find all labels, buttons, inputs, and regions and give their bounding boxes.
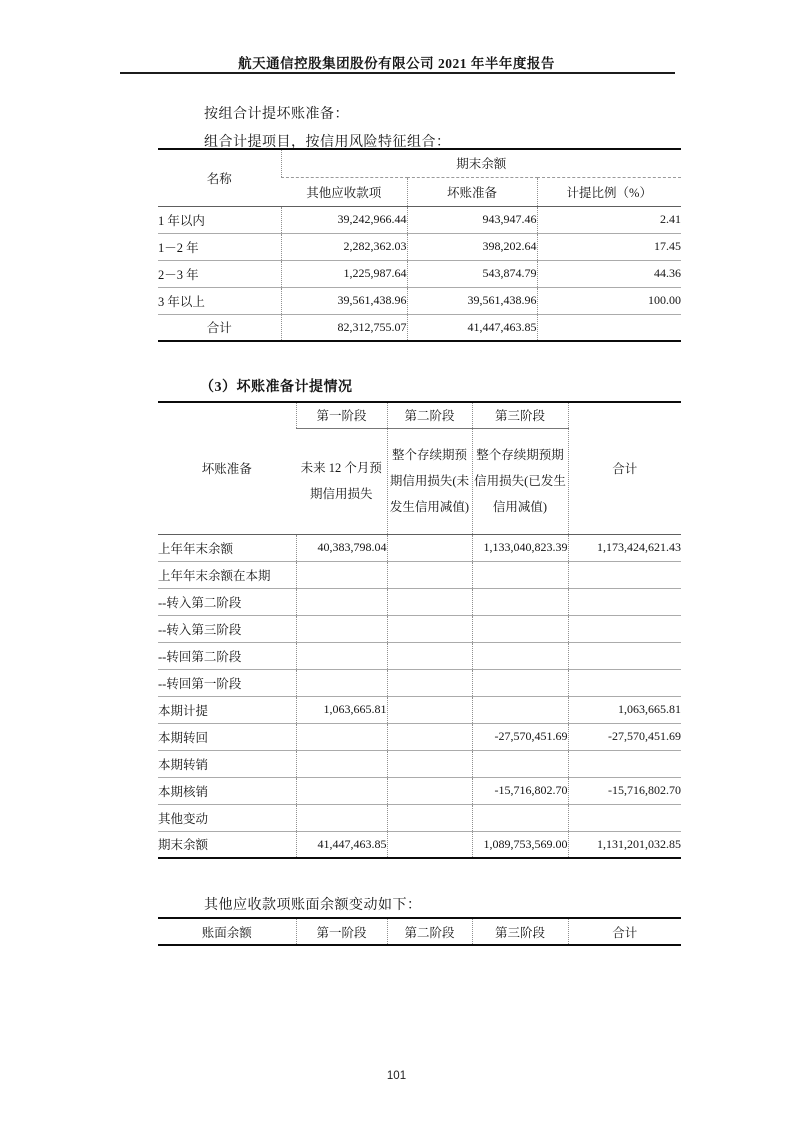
table-cell bbox=[568, 804, 681, 831]
row-label-cell: --转回第二阶段 bbox=[158, 642, 296, 669]
table-cell: 100.00 bbox=[537, 287, 681, 314]
column-header-period-end-balance: 期末余额 bbox=[281, 149, 681, 177]
row-label-cell: --转入第三阶段 bbox=[158, 615, 296, 642]
table-cell: 943,947.46 bbox=[407, 206, 537, 233]
table-cell bbox=[296, 750, 387, 777]
table-cell bbox=[472, 750, 568, 777]
table-cell bbox=[387, 777, 472, 804]
column-header-total: 合计 bbox=[568, 918, 681, 945]
table-cell bbox=[387, 561, 472, 588]
table-cell bbox=[296, 615, 387, 642]
table-cell bbox=[387, 696, 472, 723]
table-cell: 2,282,362.03 bbox=[281, 233, 407, 260]
table-cell bbox=[296, 669, 387, 696]
table-cell: 1,225,987.64 bbox=[281, 260, 407, 287]
table-cell bbox=[387, 804, 472, 831]
row-label-cell: 3 年以上 bbox=[158, 287, 281, 314]
column-header-stage3: 第三阶段 bbox=[472, 402, 568, 428]
table-cell: 1,131,201,032.85 bbox=[568, 831, 681, 858]
table-row bbox=[158, 750, 681, 777]
column-header-total: 合计 bbox=[568, 402, 681, 534]
column-header-lifetime-ecl-no-impairment: 整个存续期预期信用损失(未发生信用减值) bbox=[387, 428, 472, 534]
column-header-provision-ratio: 计提比例（%） bbox=[537, 177, 681, 206]
row-label-cell: 上年年末余额 bbox=[158, 541, 234, 556]
row-label-cell: 本期转销 bbox=[158, 750, 296, 777]
row-label-cell: 上年年末余额在本期 bbox=[158, 561, 296, 588]
table-cell bbox=[296, 723, 387, 750]
row-label-cell: 1－2 年 bbox=[158, 233, 281, 260]
row-label-cell: 期末余额 bbox=[158, 831, 296, 858]
column-header-name: 名称 bbox=[158, 149, 281, 206]
table-cell bbox=[296, 588, 387, 615]
table-cell: 1,063,665.81 bbox=[568, 696, 681, 723]
table-cell: 40,383,798.04 bbox=[296, 534, 387, 561]
column-header-bad-debt-provision: 坏账准备 bbox=[407, 177, 537, 206]
table-cell bbox=[472, 615, 568, 642]
table-cell bbox=[568, 669, 681, 696]
column-header-stage1: 第一阶段 bbox=[296, 402, 387, 428]
table-cell: 39,561,438.96 bbox=[407, 287, 537, 314]
table-cell bbox=[387, 750, 472, 777]
table-row bbox=[158, 402, 681, 428]
table-cell bbox=[568, 561, 681, 588]
table-cell bbox=[387, 831, 472, 858]
table-cell bbox=[568, 588, 681, 615]
row-label-cell: 其他变动 bbox=[158, 804, 296, 831]
table-cell bbox=[296, 561, 387, 588]
column-header-stage3: 第三阶段 bbox=[472, 918, 568, 945]
column-header-lifetime-ecl-impaired: 整个存续期预期信用损失(已发生信用减值) bbox=[472, 428, 568, 534]
row-label-cell: --转回第一阶段 bbox=[158, 669, 296, 696]
balance-stage-table bbox=[158, 917, 681, 946]
table-cell bbox=[296, 777, 387, 804]
column-header-bad-debt-provision: 坏账准备 bbox=[158, 402, 296, 534]
table-row bbox=[158, 149, 681, 177]
table-cell bbox=[472, 804, 568, 831]
table-cell bbox=[387, 669, 472, 696]
table-row bbox=[158, 918, 681, 945]
row-label-cell: 本期计提 bbox=[158, 696, 296, 723]
table-cell bbox=[387, 642, 472, 669]
table-row bbox=[158, 287, 681, 314]
table-cell bbox=[296, 642, 387, 669]
table-cell bbox=[296, 804, 387, 831]
para-balance-change: 其他应收款项账面余额变动如下： bbox=[204, 898, 422, 913]
column-header-stage1: 第一阶段 bbox=[296, 918, 387, 945]
table-cell: 41,447,463.85 bbox=[296, 831, 387, 858]
table-cell: 41,447,463.85 bbox=[407, 314, 537, 341]
table-row bbox=[158, 561, 681, 588]
table-cell bbox=[472, 588, 568, 615]
table-row bbox=[158, 696, 681, 723]
table-row bbox=[158, 534, 681, 561]
table-cell bbox=[472, 642, 568, 669]
header-rule bbox=[120, 72, 675, 74]
doc-title: 航天通信控股集团股份有限公司 2021 年半年度报告 bbox=[238, 56, 555, 71]
table-cell bbox=[537, 314, 681, 341]
table-row bbox=[158, 804, 681, 831]
table-cell: 1,089,753,569.00 bbox=[472, 831, 568, 858]
column-header-12m-ecl: 未来 12 个月预期信用损失 bbox=[296, 428, 387, 534]
column-header-book-balance: 账面余额 bbox=[201, 925, 252, 940]
table-cell bbox=[387, 534, 472, 561]
column-header-other-receivables: 其他应收款项 bbox=[281, 177, 407, 206]
table-cell: 17.45 bbox=[537, 233, 681, 260]
table-cell: 44.36 bbox=[537, 260, 681, 287]
table-cell: -27,570,451.69 bbox=[472, 723, 568, 750]
table-cell: 398,202.64 bbox=[407, 233, 537, 260]
row-label-cell: --转入第二阶段 bbox=[158, 588, 296, 615]
table-cell: -15,716,802.70 bbox=[568, 777, 681, 804]
row-label-cell: 本期转回 bbox=[158, 723, 296, 750]
table-cell: 2.41 bbox=[537, 206, 681, 233]
row-label-cell: 1 年以内 bbox=[158, 213, 205, 228]
section-3-heading: （3）坏账准备计提情况 bbox=[200, 380, 353, 395]
table-cell bbox=[568, 642, 681, 669]
table-cell bbox=[568, 750, 681, 777]
table-row bbox=[158, 777, 681, 804]
table-cell bbox=[387, 723, 472, 750]
table-cell bbox=[568, 615, 681, 642]
table-cell: 39,561,438.96 bbox=[281, 287, 407, 314]
table-row bbox=[158, 642, 681, 669]
table-cell: -27,570,451.69 bbox=[568, 723, 681, 750]
row-label-cell: 2－3 年 bbox=[158, 260, 281, 287]
table-row bbox=[158, 206, 681, 233]
table-row bbox=[158, 588, 681, 615]
row-label-cell: 本期核销 bbox=[158, 777, 296, 804]
table-cell: 82,312,755.07 bbox=[281, 314, 407, 341]
table-row bbox=[158, 615, 681, 642]
table-cell: -15,716,802.70 bbox=[472, 777, 568, 804]
table-row bbox=[158, 723, 681, 750]
table-cell bbox=[472, 561, 568, 588]
table-cell bbox=[387, 615, 472, 642]
table-cell bbox=[472, 669, 568, 696]
table-row bbox=[158, 831, 681, 858]
aging-table bbox=[158, 148, 681, 342]
table-cell: 1,133,040,823.39 bbox=[472, 534, 568, 561]
table-cell: 1,063,665.81 bbox=[296, 696, 387, 723]
table-row bbox=[158, 233, 681, 260]
column-header-stage2: 第二阶段 bbox=[387, 918, 472, 945]
column-header-stage2: 第二阶段 bbox=[387, 402, 472, 428]
table-row-total bbox=[158, 314, 681, 341]
table-cell: 1,173,424,621.43 bbox=[568, 534, 681, 561]
table-cell bbox=[387, 588, 472, 615]
row-label-cell: 合计 bbox=[158, 314, 281, 341]
provision-stage-table bbox=[158, 401, 681, 859]
para-group-provision: 按组合计提坏账准备： bbox=[204, 107, 349, 122]
para-portfolio: 组合计提项目，按信用风险特征组合： bbox=[204, 135, 451, 150]
table-row bbox=[158, 260, 681, 287]
table-row bbox=[158, 669, 681, 696]
table-cell bbox=[472, 696, 568, 723]
table-cell: 39,242,966.44 bbox=[281, 206, 407, 233]
page-number: 101 bbox=[386, 1070, 407, 1082]
table-cell: 543,874.79 bbox=[407, 260, 537, 287]
